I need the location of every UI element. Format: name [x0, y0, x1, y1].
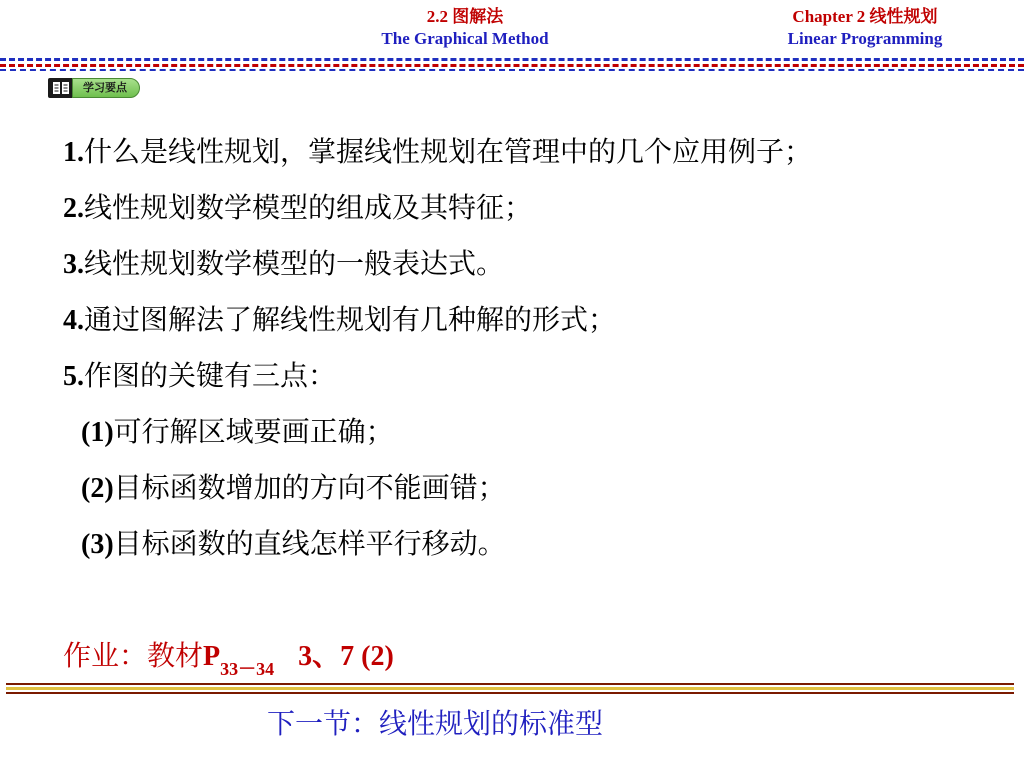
chapter-title-en: Linear Programming: [787, 29, 943, 48]
section-title-cn: 2.2 图解法: [426, 7, 504, 26]
list-item: (1)可行解区域要画正确；: [81, 415, 394, 448]
study-points-badge: [48, 77, 150, 99]
section-title-en: The Graphical Method: [381, 29, 549, 48]
section-title: [330, 6, 600, 50]
book-icon: [48, 78, 74, 98]
list-item: 2.线性规划数学模型的组成及其特征；: [63, 191, 533, 224]
homework-label: 作业：教材: [63, 639, 204, 672]
key-points-list: [63, 128, 812, 576]
chapter-title: [740, 6, 990, 50]
list-item: 1.什么是线性规划，掌握线性规划在管理中的几个应用例子；: [63, 135, 813, 168]
homework-page: P: [203, 641, 221, 672]
footer-divider: [6, 683, 1014, 697]
list-item: 5.作图的关键有三点：: [63, 359, 337, 392]
list-item: (2)目标函数增加的方向不能画错；: [81, 471, 506, 504]
homework-line: [63, 636, 394, 679]
chapter-title-cn: Chapter 2 线性规划: [792, 7, 938, 26]
list-item: 3.线性规划数学模型的一般表达式。: [63, 247, 505, 280]
homework-items: 3、7 (2): [298, 641, 394, 672]
next-section-link[interactable]: 下一节：线性规划的标准型: [267, 707, 604, 740]
list-item: 4.通过图解法了解线性规划有几种解的形式；: [63, 303, 617, 336]
list-item: (3)目标函数的直线怎样平行移动。: [81, 527, 506, 560]
homework-page-range: 33－34: [220, 659, 275, 679]
header-divider: [0, 58, 1024, 72]
badge-label: 学习要点: [72, 78, 140, 98]
